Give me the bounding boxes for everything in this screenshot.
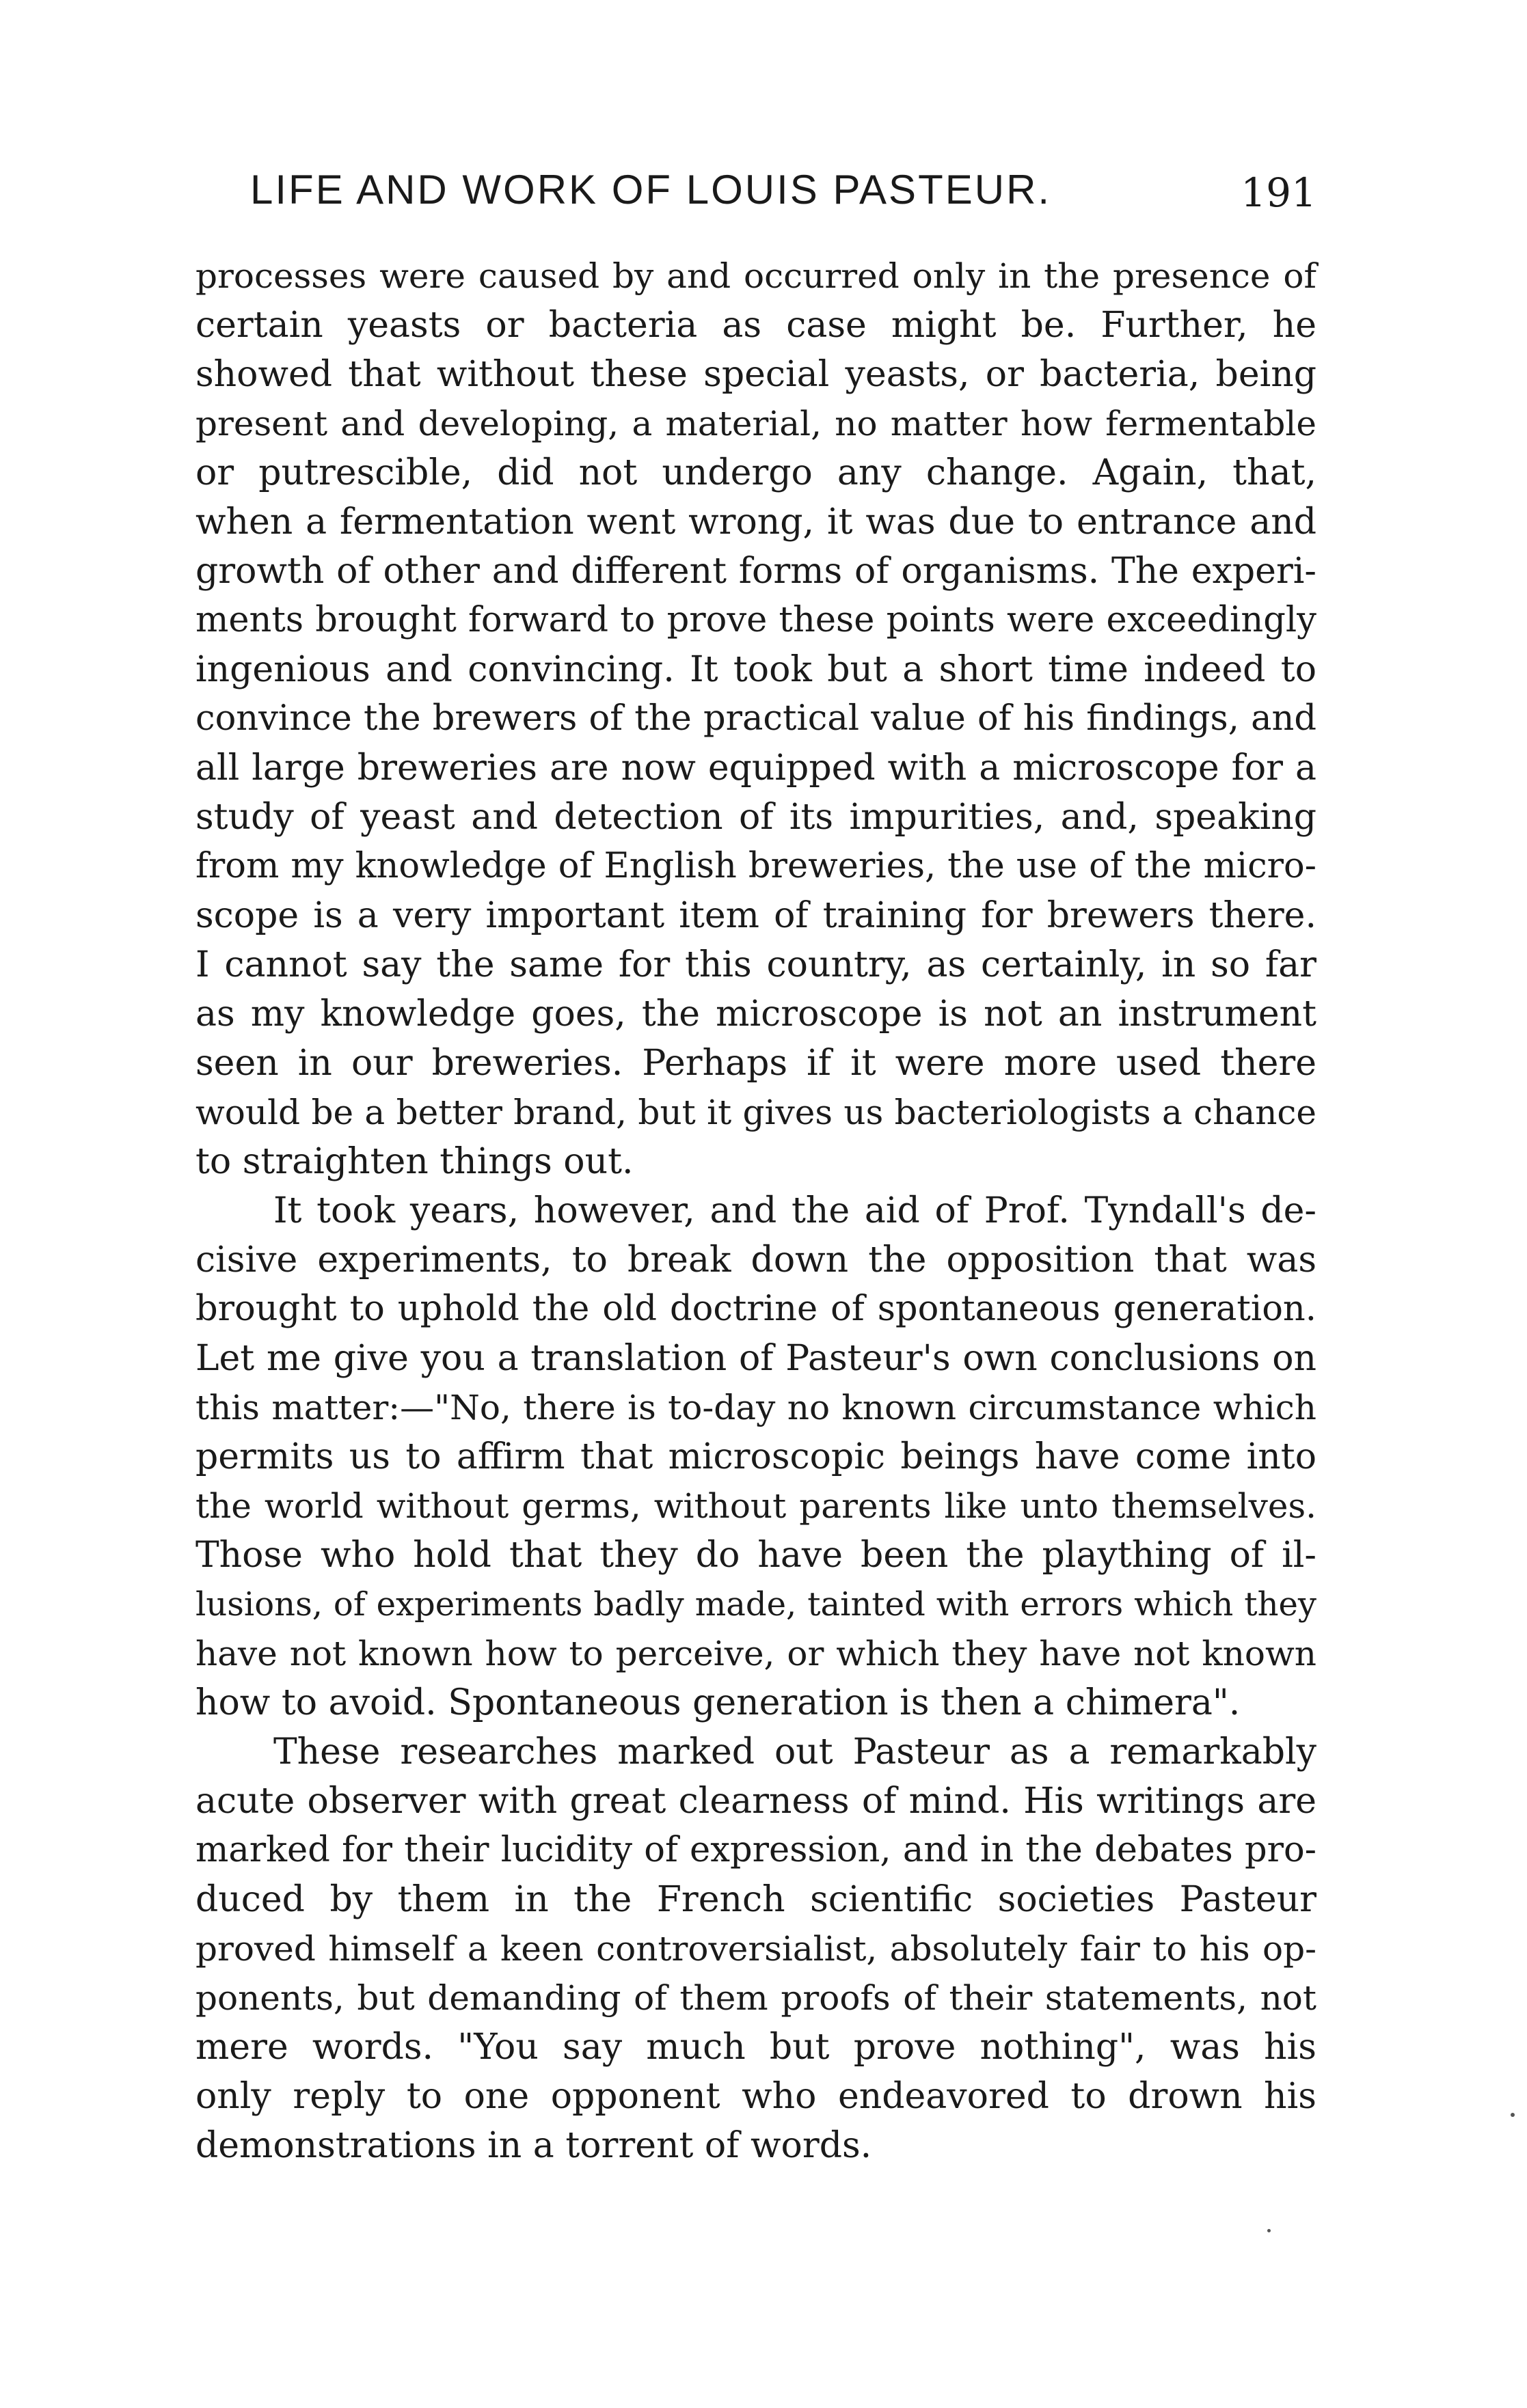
text-line: mere words. "You say much but prove nothing", was his <box>195 2027 1316 2068</box>
text-line: have not known how to perceive, or which they have not known <box>195 1634 1316 1673</box>
text-line: all large breweries are now equipped with a microscope for a <box>195 748 1316 789</box>
text-line: duced by them in the French scientific societies Pasteur <box>195 1879 1316 1920</box>
paragraph <box>195 251 1316 1186</box>
text-line: this matter:—"No, there is to-day no known circumstance which <box>195 1388 1316 1427</box>
scan-speck <box>1267 2229 1271 2232</box>
text-line: as my knowledge goes, the microscope is not an instrument <box>195 994 1316 1035</box>
text-line: only reply to one opponent who endeavored to drown his <box>195 2076 1316 2117</box>
text-line: It took years, however, and the aid of Prof. Tyndall's de- <box>273 1190 1316 1231</box>
text-line: cisive experiments, to break down the opposition that was <box>195 1240 1316 1281</box>
text-line: present and developing, a material, no matter how fermentable <box>195 404 1316 443</box>
text-line: ments brought forward to prove these points were exceedingly <box>195 600 1316 640</box>
text-line: how to avoid. Spontaneous generation is then a chimera". <box>195 1682 1241 1723</box>
text-line: from my knowledge of English breweries, the use of the micro- <box>195 846 1316 886</box>
text-line: scope is a very important item of training for brewers there. <box>195 895 1316 936</box>
text-line: marked for their lucidity of expression, and in the debates pro- <box>195 1830 1316 1870</box>
text-line: demonstrations in a torrent of words. <box>195 2125 872 2166</box>
text-line: or putrescible, did not undergo any change. Again, that, <box>195 452 1316 493</box>
running-head <box>195 163 1316 217</box>
text-line: ponents, but demanding of them proofs of their statements, not <box>195 1978 1316 2018</box>
body-text <box>195 251 1316 2170</box>
text-line: Those who hold that they do have been the plaything of il- <box>195 1535 1316 1576</box>
text-line: when a fermentation went wrong, it was due to entrance and <box>195 502 1316 543</box>
text-line: showed that without these special yeasts, or bacteria, being <box>195 354 1316 395</box>
paragraph <box>195 1727 1316 2170</box>
text-line: would be a better brand, but it gives us bacteriologists a chance <box>195 1093 1316 1132</box>
text-line: the world without germs, without parents like unto themselves. <box>195 1486 1316 1526</box>
text-line: proved himself a keen controversialist, absolutely fair to his op- <box>195 1929 1316 1969</box>
text-line: acute observer with great clearness of mind. His writings are <box>195 1781 1316 1822</box>
text-line: study of yeast and detection of its impurities, and, speaking <box>195 797 1316 838</box>
text-line: certain yeasts or bacteria as case might be. Further, he <box>195 305 1316 346</box>
text-line: These researches marked out Pasteur as a remarkably <box>273 1732 1316 1773</box>
text-line: processes were caused by and occurred only in the presence of <box>195 256 1316 296</box>
text-line: seen in our breweries. Perhaps if it were more used there <box>195 1043 1316 1084</box>
text-line: convince the brewers of the practical value of his findings, and <box>195 698 1316 739</box>
text-line: I cannot say the same for this country, as certainly, in so far <box>195 944 1316 985</box>
text-line: lusions, of experiments badly made, tainted with errors which they <box>195 1585 1316 1624</box>
scan-speck <box>1511 2113 1515 2117</box>
paragraph <box>195 1186 1316 1727</box>
text-line: to straighten things out. <box>195 1141 634 1182</box>
text-line: permits us to affirm that microscopic beings have come into <box>195 1436 1316 1477</box>
text-line: brought to uphold the old doctrine of spontaneous generation. <box>195 1289 1316 1329</box>
page-number: 191 <box>1241 169 1316 216</box>
text-line: Let me give you a translation of Pasteur's own conclusions on <box>195 1338 1316 1379</box>
running-title: LIFE AND WORK OF LOUIS PASTEUR. <box>250 167 1052 213</box>
text-line: ingenious and convincing. It took but a short time indeed to <box>195 649 1316 690</box>
text-line: growth of other and different forms of organisms. The experi- <box>195 551 1316 592</box>
